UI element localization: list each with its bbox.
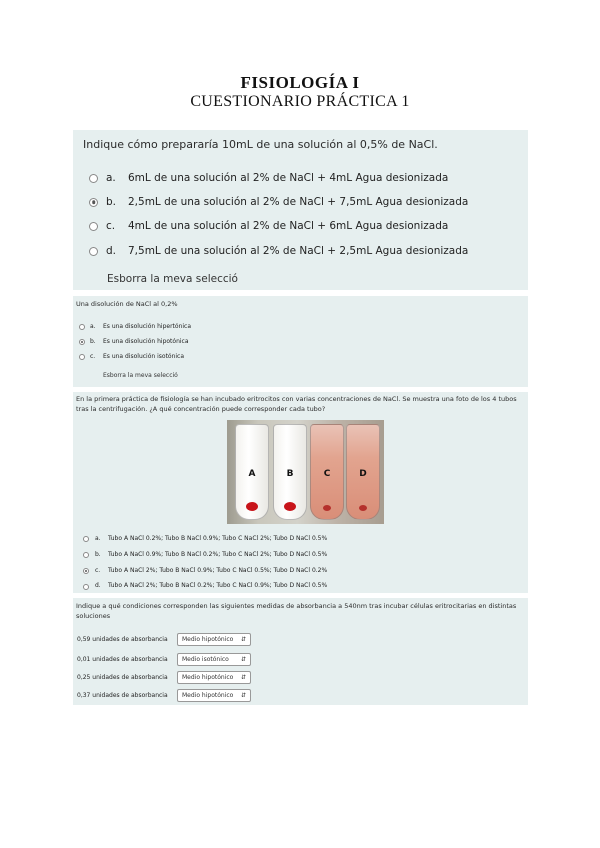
option-label: Tubo A NaCl 2%; Tubo B NaCl 0.2%; Tubo C NaCl 0.9%; Tubo D NaCl 0.5% — [108, 582, 328, 589]
option-d[interactable] — [89, 245, 468, 257]
match-label: 0,37 unidades de absorbancia — [77, 692, 168, 699]
option-letter: b. — [90, 338, 96, 345]
match-row — [77, 653, 251, 666]
tube-label: D — [359, 469, 367, 479]
select-value: Medio hipotónico — [182, 636, 234, 643]
option-letter: c. — [90, 353, 96, 360]
radio-button-icon[interactable] — [89, 174, 98, 183]
option-letter: d. — [106, 245, 117, 257]
radio-button-icon[interactable] — [83, 552, 89, 558]
radio-button-icon[interactable] — [83, 536, 89, 542]
tube-b — [273, 424, 307, 520]
option-b[interactable] — [79, 338, 189, 345]
tube-label: C — [323, 469, 331, 479]
option-a[interactable] — [83, 535, 327, 542]
radio-button-icon[interactable] — [79, 339, 85, 345]
select-value: Medio hipotónico — [182, 692, 234, 699]
option-letter: a. — [95, 535, 101, 542]
option-a[interactable] — [89, 172, 448, 184]
question-text: En la primera práctica de fisiología se han incubado eritrocitos con varias concentraciones de NaCl. Se muestra una foto de los 4 tubos tras la centrifugación. ¿A qué concentración puede corresponder cada tubo? — [76, 395, 517, 413]
select-value: Medio hipotónico — [182, 674, 234, 681]
question-card-4 — [73, 598, 528, 705]
option-label: 7,5mL de una solución al 2% de NaCl + 2,5mL Agua desionizada — [128, 245, 469, 257]
pellet — [246, 502, 258, 511]
option-c[interactable] — [83, 567, 327, 574]
tube-c — [310, 424, 344, 520]
option-letter: c. — [95, 567, 101, 574]
match-label: 0,01 unidades de absorbancia — [77, 656, 168, 663]
option-label: Tubo A NaCl 2%; Tubo B NaCl 0.9%; Tubo C NaCl 0.5%; Tubo D NaCl 0.2% — [108, 567, 328, 574]
select-arrows-icon: ⇵ — [240, 656, 246, 663]
option-label: Es una disolución isotónica — [103, 353, 185, 360]
answer-select[interactable] — [177, 653, 251, 666]
select-arrows-icon: ⇵ — [240, 692, 246, 699]
radio-button-icon[interactable] — [79, 324, 85, 330]
option-letter: c. — [106, 220, 116, 232]
option-a[interactable] — [79, 323, 191, 330]
pellet — [323, 505, 331, 511]
select-arrows-icon: ⇵ — [240, 636, 246, 643]
tube-a — [235, 424, 269, 520]
option-label: 6mL de una solución al 2% de NaCl + 4mL Agua desionizada — [128, 172, 449, 184]
option-label: 4mL de una solución al 2% de NaCl + 6mL Agua desionizada — [128, 220, 449, 232]
match-row — [77, 689, 251, 702]
page-subtitle: CUESTIONARIO PRÁCTICA 1 — [190, 93, 410, 110]
option-label: Tubo A NaCl 0.2%; Tubo B NaCl 0.9%; Tubo C NaCl 2%; Tubo D NaCl 0.5% — [108, 535, 328, 542]
option-letter: d. — [95, 582, 101, 589]
clear-selection-link[interactable]: Esborra la meva selecció — [107, 273, 238, 285]
question-card-1 — [73, 130, 528, 290]
radio-button-icon[interactable] — [89, 198, 98, 207]
select-value: Medio isotónico — [182, 656, 229, 663]
page-title: FISIOLOGÍA I — [240, 73, 360, 92]
tube-label: A — [248, 469, 256, 479]
question-card-2 — [73, 296, 528, 387]
question-card-3 — [73, 392, 528, 593]
radio-button-icon[interactable] — [89, 222, 98, 231]
test-tubes-photo — [227, 420, 384, 524]
radio-button-icon[interactable] — [79, 354, 85, 360]
option-label: 2,5mL de una solución al 2% de NaCl + 7,5mL Agua desionizada — [128, 196, 469, 208]
tube-label: B — [286, 469, 294, 479]
match-row — [77, 671, 251, 684]
option-d[interactable] — [83, 582, 327, 592]
radio-button-icon[interactable] — [83, 584, 89, 590]
pellet — [284, 502, 296, 511]
question-text: Una disolución de NaCl al 0,2% — [76, 300, 178, 308]
option-label: Tubo A NaCl 0.9%; Tubo B NaCl 0.2%; Tubo C NaCl 2%; Tubo D NaCl 0.5% — [108, 551, 328, 558]
radio-button-icon[interactable] — [89, 247, 98, 256]
option-letter: b. — [106, 196, 117, 208]
question-text: Indique a qué condiciones corresponden las siguientes medidas de absorbancia a 540nm tras incubar células eritrocitarias en distintas soluciones — [76, 602, 517, 620]
option-letter: a. — [90, 323, 96, 330]
match-label: 0,25 unidades de absorbancia — [77, 674, 168, 681]
option-b[interactable] — [83, 551, 327, 558]
question-text: Indique cómo prepararía 10mL de una solución al 0,5% de NaCl. — [83, 138, 438, 151]
option-c[interactable] — [89, 220, 448, 232]
tube-d — [346, 424, 380, 520]
option-c[interactable] — [79, 353, 184, 360]
option-b[interactable] — [89, 196, 468, 208]
answer-select[interactable] — [177, 671, 251, 684]
pellet — [359, 505, 367, 511]
option-label: Es una disolución hipertónica — [103, 323, 192, 330]
answer-select[interactable] — [177, 689, 251, 702]
radio-button-icon[interactable] — [83, 568, 89, 574]
answer-select[interactable] — [177, 633, 251, 646]
option-letter: b. — [95, 551, 101, 558]
select-arrows-icon: ⇵ — [240, 674, 246, 681]
match-label: 0,59 unidades de absorbancia — [77, 636, 168, 643]
clear-selection-link[interactable]: Esborra la meva selecció — [103, 372, 178, 379]
option-letter: a. — [106, 172, 116, 184]
option-label: Es una disolución hipotónica — [103, 338, 189, 345]
match-row — [77, 633, 251, 646]
